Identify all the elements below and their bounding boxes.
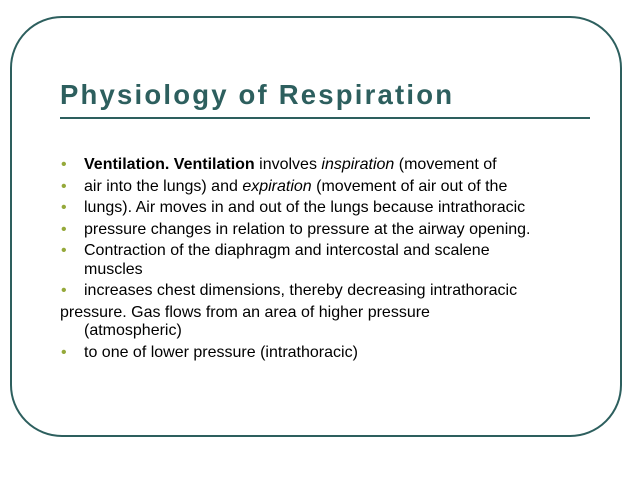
bullet-text: lungs). Air moves in and out of the lungs because intrathoracic [84, 199, 526, 216]
bullet-text: Contraction of the diaphragm and intercostal and scalene [84, 242, 490, 259]
bullet-dot-icon: • [61, 343, 67, 361]
bullet-italic-text: expiration [242, 177, 312, 195]
bullet-item [60, 242, 600, 279]
bullet-item [60, 282, 600, 301]
bullet-text: pressure changes in relation to pressure at the airway opening. [84, 220, 531, 238]
bullet-dot-icon: • [61, 282, 67, 299]
bullet-text: air into the lungs) and [84, 177, 243, 195]
bullet-text: (movement of air out of the [311, 177, 508, 195]
bullet-text: pressure. Gas flows from an area of higher pressure [60, 303, 430, 321]
bullet-text-continuation: (atmospheric) [84, 322, 182, 339]
bullet-dot-icon: • [61, 177, 67, 195]
bullet-text: to one of lower pressure (intrathoracic) [84, 343, 358, 361]
slide-title: Physiology of Respiration [60, 79, 455, 110]
bullet-italic-text: inspiration [321, 156, 395, 173]
bullet-item [60, 156, 600, 175]
bullet-text: increases chest dimensions, thereby decreasing intrathoracic [84, 282, 518, 299]
bullet-list [60, 156, 600, 365]
bullet-text: involves [254, 156, 322, 173]
bullet-item [60, 199, 600, 218]
bullet-text-continuation: muscles [84, 260, 143, 278]
bullet-dot-icon: • [61, 156, 67, 173]
title-underline [60, 117, 590, 119]
bullet-item [60, 344, 600, 363]
bullet-bold-text: Ventilation. Ventilation [84, 156, 255, 173]
bullet-item [60, 221, 600, 240]
bullet-text: (movement of [394, 156, 497, 173]
bullet-item [60, 178, 600, 197]
bullet-dot-icon: • [61, 220, 67, 238]
bullet-item [60, 304, 600, 341]
bullet-dot-icon: • [61, 242, 67, 259]
bullet-dot-icon: • [61, 199, 67, 216]
